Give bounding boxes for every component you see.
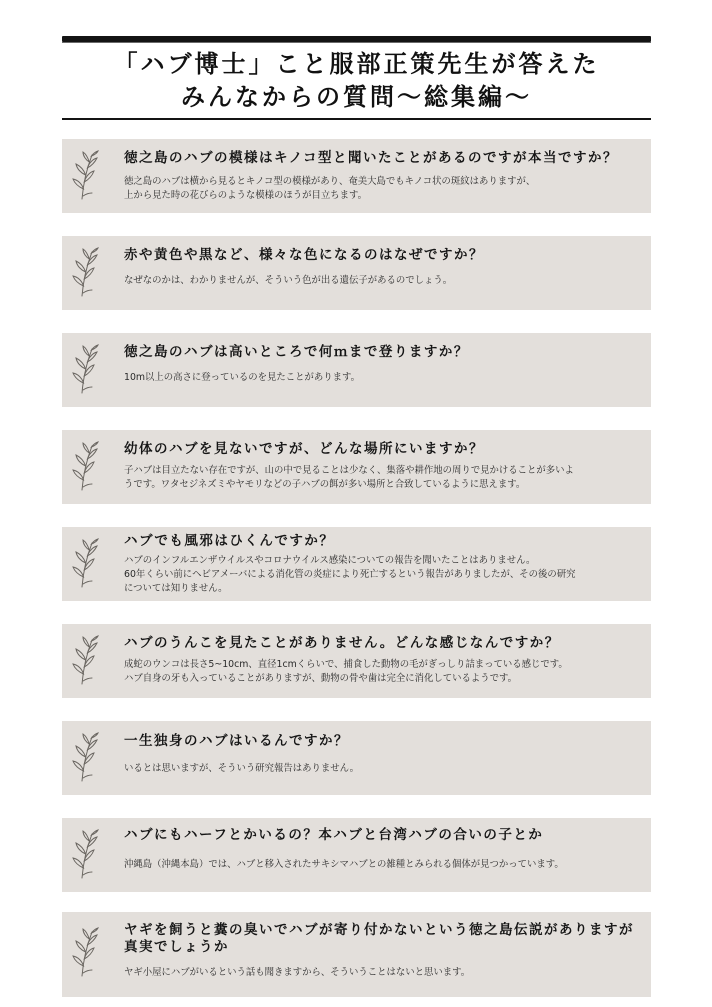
leaf-branch-icon — [70, 731, 104, 783]
title-line-1: 「ハブ博士」こと服部正策先生が答えた — [113, 50, 600, 78]
answer-line: 60年くらい前にヘビアメーバによる消化管の炎症により死亡するという報告がありましたが、その後の研究 — [124, 569, 576, 580]
qa-card — [62, 624, 651, 698]
leaf-branch-icon — [70, 926, 104, 978]
answer-line: うです。ワタセジネズミやヤモリなどの子ハブの餌が多い場所と合致しているように思えます。 — [124, 479, 526, 490]
answer-text — [124, 554, 641, 596]
answer-text — [124, 658, 641, 686]
question-text: 赤や黄色や黒など、様々な色になるのはなぜですか？ — [124, 247, 484, 263]
qa-card — [62, 236, 651, 310]
question-text: ハブにもハーフとかいるの？本ハブと台湾ハブの合いの子とか — [124, 827, 544, 843]
answer-line: 子ハブは目立たない存在ですが、山の中で見ることは少なく、集落や耕作地の周りで見かけることが多いよ — [124, 465, 574, 476]
answer-line: ハブ自身の牙も入っていることがありますが、動物の骨や歯は完全に消化しているようです。 — [124, 673, 518, 684]
answer-text — [124, 175, 641, 203]
answer-line: ハブのインフルエンザウイルスやコロナウイルス感染についての報告を聞いたことはありません。 — [124, 555, 536, 566]
question-text: 幼体のハブを見ないですが、どんな場所にいますか？ — [124, 441, 484, 457]
answer-line: なぜなのかは、わかりませんが、そういう色が出る遺伝子があるのでしょう。 — [124, 275, 453, 286]
answer-line: 徳之島のハブは横から見るとキノコ型の模様があり、奄美大島でもキノコ状の斑紋はありますが、 — [124, 176, 536, 187]
leaf-branch-icon — [70, 537, 104, 589]
answer-line: 上から見た時の花びらのような模様のほうが目立ちます。 — [124, 190, 368, 201]
qa-card — [62, 527, 651, 601]
question-text: ハブのうんこを見たことがありません。どんな感じなんですか？ — [124, 635, 560, 651]
question-text: 徳之島のハブの模様はキノコ型と聞いたことがあるのですが本当ですか？ — [124, 150, 619, 166]
leaf-branch-icon — [70, 634, 104, 686]
answer-text — [124, 762, 641, 776]
answer-text — [124, 966, 641, 980]
qa-card — [62, 912, 651, 997]
top-rule — [62, 36, 651, 42]
answer-text — [124, 858, 641, 872]
leaf-branch-icon — [70, 343, 104, 395]
qa-card — [62, 430, 651, 504]
question-text: 徳之島のハブは高いところで何ｍまで登りますか？ — [124, 344, 469, 360]
answer-line: 成蛇のウンコは長さ5~10cm、直径1cmくらいで、捕食した動物の毛がぎっしり詰まっている感じです。 — [124, 659, 568, 670]
answer-text — [124, 371, 641, 385]
page-title — [62, 48, 651, 114]
qa-card — [62, 818, 651, 892]
question-text: ハブでも風邪はひくんですか？ — [124, 533, 335, 549]
answer-line: については知りません。 — [124, 583, 228, 594]
answer-line: 沖縄島（沖縄本島）では、ハブと移入されたサキシマハブとの雑種とみられる個体が見つかっています。 — [124, 859, 564, 870]
qa-card — [62, 139, 651, 213]
leaf-branch-icon — [70, 828, 104, 880]
answer-text — [124, 274, 641, 288]
answer-line: いるとは思いますが、そういう研究報告はありません。 — [124, 763, 359, 774]
answer-line: ヤギ小屋にハブがいるという話も聞きますから、そういうことはないと思います。 — [124, 967, 471, 978]
leaf-branch-icon — [70, 149, 104, 201]
qa-card — [62, 721, 651, 795]
leaf-branch-icon — [70, 440, 104, 492]
question-text: ヤギを飼うと糞の臭いでハブが寄り付かないという徳之島伝説がありますが真実でしょうか — [124, 922, 634, 955]
title-line-2: みんなからの質問～総集編～ — [181, 83, 532, 111]
title-underline — [62, 118, 651, 120]
leaf-branch-icon — [70, 246, 104, 298]
question-text: 一生独身のハブはいるんですか？ — [124, 733, 349, 749]
answer-line: 10m以上の高さに登っているのを見たことがあります。 — [124, 372, 360, 383]
answer-text — [124, 464, 641, 492]
qa-card — [62, 333, 651, 407]
